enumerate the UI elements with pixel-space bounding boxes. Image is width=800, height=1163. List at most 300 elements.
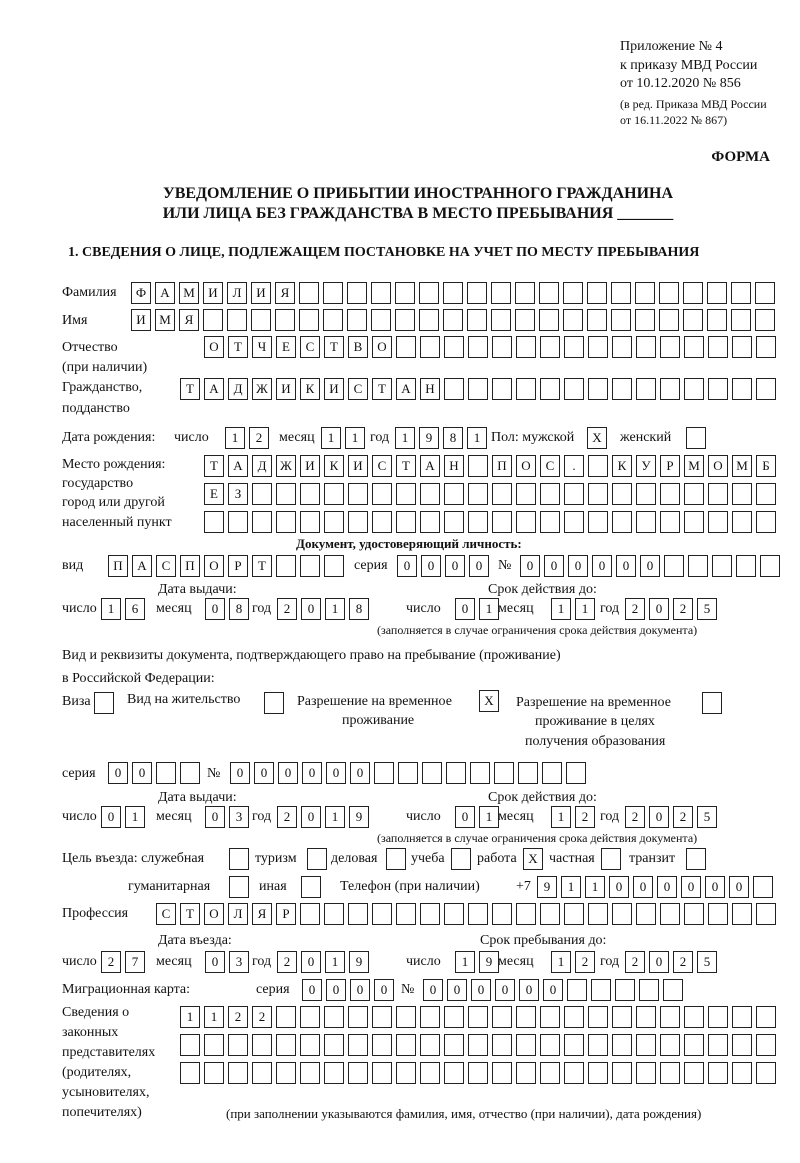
char-box[interactable] <box>516 1062 536 1084</box>
char-box[interactable] <box>229 876 249 898</box>
char-box[interactable]: 0 <box>230 762 250 784</box>
char-box[interactable] <box>660 1062 680 1084</box>
char-box[interactable] <box>468 1034 488 1056</box>
char-box[interactable] <box>540 511 560 533</box>
char-box[interactable]: 0 <box>301 806 321 828</box>
char-box[interactable] <box>664 555 684 577</box>
char-box[interactable] <box>252 483 272 505</box>
char-box[interactable]: С <box>348 378 368 400</box>
char-box[interactable] <box>275 309 295 331</box>
char-box[interactable] <box>660 378 680 400</box>
char-box[interactable] <box>756 1062 776 1084</box>
char-box[interactable]: 8 <box>349 598 369 620</box>
char-box[interactable] <box>539 309 559 331</box>
dob-month-field[interactable] <box>321 427 365 449</box>
char-box[interactable]: X <box>523 848 543 870</box>
char-box[interactable] <box>612 1006 632 1028</box>
char-box[interactable]: 3 <box>229 951 249 973</box>
char-box[interactable] <box>516 336 536 358</box>
char-box[interactable] <box>348 1034 368 1056</box>
char-box[interactable] <box>732 1062 752 1084</box>
rd-valid-month-field[interactable] <box>551 806 595 828</box>
char-box[interactable]: С <box>540 455 560 477</box>
dob-day-field[interactable] <box>225 427 269 449</box>
char-box[interactable]: 0 <box>205 598 225 620</box>
char-box[interactable]: 2 <box>252 1006 272 1028</box>
char-box[interactable]: М <box>684 455 704 477</box>
char-box[interactable] <box>300 511 320 533</box>
char-box[interactable] <box>539 282 559 304</box>
char-box[interactable] <box>398 762 418 784</box>
char-box[interactable] <box>688 555 708 577</box>
purpose-study-checkbox[interactable] <box>451 848 471 870</box>
char-box[interactable]: 1 <box>225 427 245 449</box>
char-box[interactable] <box>324 511 344 533</box>
rd-number-field[interactable] <box>230 762 586 784</box>
char-box[interactable]: 6 <box>125 598 145 620</box>
char-box[interactable] <box>516 378 536 400</box>
char-box[interactable] <box>564 483 584 505</box>
char-box[interactable]: 1 <box>180 1006 200 1028</box>
representatives-field[interactable] <box>180 1006 776 1028</box>
char-box[interactable]: 0 <box>302 762 322 784</box>
patronymic-field[interactable] <box>204 336 776 358</box>
char-box[interactable]: 1 <box>575 598 595 620</box>
char-box[interactable]: О <box>204 555 224 577</box>
char-box[interactable]: Л <box>227 282 247 304</box>
char-box[interactable] <box>492 1034 512 1056</box>
char-box[interactable] <box>612 1034 632 1056</box>
char-box[interactable] <box>204 1062 224 1084</box>
char-box[interactable]: С <box>300 336 320 358</box>
char-box[interactable]: М <box>155 309 175 331</box>
char-box[interactable]: П <box>180 555 200 577</box>
char-box[interactable] <box>371 309 391 331</box>
char-box[interactable]: К <box>612 455 632 477</box>
char-box[interactable]: 2 <box>228 1006 248 1028</box>
char-box[interactable]: А <box>155 282 175 304</box>
char-box[interactable]: Я <box>179 309 199 331</box>
char-box[interactable] <box>635 282 655 304</box>
char-box[interactable] <box>588 378 608 400</box>
char-box[interactable] <box>252 1034 272 1056</box>
char-box[interactable]: 0 <box>301 951 321 973</box>
char-box[interactable] <box>420 483 440 505</box>
char-box[interactable]: 2 <box>673 598 693 620</box>
char-box[interactable]: 0 <box>471 979 491 1001</box>
char-box[interactable]: 0 <box>423 979 443 1001</box>
char-box[interactable]: X <box>587 427 607 449</box>
purpose-other-checkbox[interactable] <box>301 876 321 898</box>
char-box[interactable] <box>228 511 248 533</box>
char-box[interactable] <box>395 282 415 304</box>
char-box[interactable]: 2 <box>277 598 297 620</box>
char-box[interactable] <box>540 483 560 505</box>
id-issue-month-field[interactable] <box>205 598 249 620</box>
char-box[interactable] <box>443 309 463 331</box>
char-box[interactable] <box>732 483 752 505</box>
char-box[interactable]: 9 <box>537 876 557 898</box>
char-box[interactable] <box>347 282 367 304</box>
char-box[interactable]: С <box>156 903 176 925</box>
char-box[interactable] <box>468 378 488 400</box>
char-box[interactable] <box>708 378 728 400</box>
phone-field[interactable] <box>537 876 773 898</box>
id-series-field[interactable] <box>397 555 489 577</box>
purpose-tourism-checkbox[interactable] <box>307 848 327 870</box>
char-box[interactable] <box>348 483 368 505</box>
char-box[interactable]: 0 <box>374 979 394 1001</box>
char-box[interactable]: О <box>204 903 224 925</box>
char-box[interactable]: Я <box>252 903 272 925</box>
char-box[interactable]: А <box>420 455 440 477</box>
char-box[interactable]: А <box>132 555 152 577</box>
char-box[interactable] <box>420 336 440 358</box>
char-box[interactable] <box>564 378 584 400</box>
char-box[interactable] <box>396 336 416 358</box>
char-box[interactable]: 1 <box>561 876 581 898</box>
char-box[interactable]: 1 <box>455 951 475 973</box>
char-box[interactable]: 0 <box>254 762 274 784</box>
char-box[interactable] <box>324 903 344 925</box>
char-box[interactable]: 0 <box>649 598 669 620</box>
mc-series-field[interactable] <box>302 979 394 1001</box>
char-box[interactable]: Л <box>228 903 248 925</box>
char-box[interactable] <box>446 762 466 784</box>
char-box[interactable] <box>276 1034 296 1056</box>
char-box[interactable]: П <box>108 555 128 577</box>
char-box[interactable] <box>468 455 488 477</box>
char-box[interactable] <box>564 903 584 925</box>
char-box[interactable] <box>756 1034 776 1056</box>
char-box[interactable]: 5 <box>697 806 717 828</box>
char-box[interactable]: Т <box>252 555 272 577</box>
char-box[interactable] <box>251 309 271 331</box>
char-box[interactable] <box>300 903 320 925</box>
char-box[interactable] <box>468 1062 488 1084</box>
char-box[interactable]: 2 <box>249 427 269 449</box>
citizenship-field[interactable] <box>180 378 776 400</box>
char-box[interactable]: О <box>708 455 728 477</box>
char-box[interactable]: О <box>204 336 224 358</box>
id-kind-field[interactable] <box>108 555 344 577</box>
char-box[interactable] <box>396 1034 416 1056</box>
char-box[interactable] <box>755 309 775 331</box>
char-box[interactable]: 1 <box>325 951 345 973</box>
purpose-service-checkbox[interactable] <box>229 848 249 870</box>
char-box[interactable]: В <box>348 336 368 358</box>
char-box[interactable] <box>276 1062 296 1084</box>
char-box[interactable]: Б <box>756 455 776 477</box>
char-box[interactable]: 0 <box>101 806 121 828</box>
char-box[interactable] <box>444 1062 464 1084</box>
char-box[interactable] <box>470 762 490 784</box>
char-box[interactable] <box>395 309 415 331</box>
char-box[interactable] <box>756 1006 776 1028</box>
char-box[interactable] <box>587 282 607 304</box>
char-box[interactable]: Р <box>660 455 680 477</box>
char-box[interactable] <box>612 511 632 533</box>
char-box[interactable] <box>756 483 776 505</box>
char-box[interactable]: Ж <box>252 378 272 400</box>
char-box[interactable]: 0 <box>705 876 725 898</box>
char-box[interactable] <box>492 1062 512 1084</box>
char-box[interactable] <box>228 1034 248 1056</box>
sex-male-checkbox[interactable] <box>587 427 607 449</box>
birthplace-field[interactable] <box>204 511 776 533</box>
char-box[interactable] <box>540 903 560 925</box>
char-box[interactable] <box>708 511 728 533</box>
char-box[interactable] <box>180 1062 200 1084</box>
char-box[interactable] <box>684 903 704 925</box>
char-box[interactable] <box>591 979 611 1001</box>
char-box[interactable] <box>372 1062 392 1084</box>
char-box[interactable] <box>760 555 780 577</box>
entry-day-field[interactable] <box>101 951 145 973</box>
char-box[interactable] <box>516 903 536 925</box>
char-box[interactable]: И <box>131 309 151 331</box>
char-box[interactable] <box>348 1062 368 1084</box>
char-box[interactable] <box>444 1006 464 1028</box>
temp-res-edu-checkbox[interactable] <box>702 692 722 714</box>
char-box[interactable] <box>732 378 752 400</box>
char-box[interactable]: 7 <box>125 951 145 973</box>
char-box[interactable]: 2 <box>101 951 121 973</box>
char-box[interactable] <box>372 903 392 925</box>
char-box[interactable]: 0 <box>301 598 321 620</box>
char-box[interactable] <box>300 1062 320 1084</box>
char-box[interactable]: К <box>300 378 320 400</box>
char-box[interactable] <box>563 309 583 331</box>
char-box[interactable]: П <box>492 455 512 477</box>
char-box[interactable] <box>588 903 608 925</box>
char-box[interactable] <box>708 1034 728 1056</box>
representatives-field[interactable] <box>180 1034 776 1056</box>
char-box[interactable] <box>323 309 343 331</box>
id-valid-day-field[interactable] <box>455 598 499 620</box>
char-box[interactable]: 1 <box>321 427 341 449</box>
char-box[interactable] <box>491 309 511 331</box>
char-box[interactable] <box>756 903 776 925</box>
char-box[interactable] <box>468 483 488 505</box>
id-issue-day-field[interactable] <box>101 598 145 620</box>
char-box[interactable]: Е <box>276 336 296 358</box>
char-box[interactable]: 5 <box>697 951 717 973</box>
char-box[interactable] <box>612 1062 632 1084</box>
char-box[interactable]: 1 <box>585 876 605 898</box>
char-box[interactable]: 0 <box>469 555 489 577</box>
char-box[interactable]: З <box>228 483 248 505</box>
char-box[interactable]: О <box>372 336 392 358</box>
char-box[interactable] <box>615 979 635 1001</box>
char-box[interactable] <box>563 282 583 304</box>
char-box[interactable] <box>180 762 200 784</box>
char-box[interactable] <box>307 848 327 870</box>
char-box[interactable] <box>468 903 488 925</box>
dob-year-field[interactable] <box>395 427 487 449</box>
char-box[interactable]: Н <box>420 378 440 400</box>
char-box[interactable]: 0 <box>640 555 660 577</box>
char-box[interactable] <box>420 511 440 533</box>
id-valid-month-field[interactable] <box>551 598 595 620</box>
char-box[interactable] <box>708 483 728 505</box>
char-box[interactable] <box>587 309 607 331</box>
profession-field[interactable] <box>156 903 776 925</box>
id-valid-year-field[interactable] <box>625 598 717 620</box>
char-box[interactable] <box>420 903 440 925</box>
char-box[interactable]: 2 <box>277 951 297 973</box>
char-box[interactable] <box>468 336 488 358</box>
char-box[interactable] <box>636 336 656 358</box>
char-box[interactable] <box>94 692 114 714</box>
char-box[interactable]: 0 <box>455 806 475 828</box>
char-box[interactable] <box>612 483 632 505</box>
char-box[interactable]: 0 <box>445 555 465 577</box>
char-box[interactable]: М <box>732 455 752 477</box>
char-box[interactable] <box>491 282 511 304</box>
char-box[interactable]: 0 <box>544 555 564 577</box>
char-box[interactable] <box>636 483 656 505</box>
char-box[interactable] <box>300 1034 320 1056</box>
char-box[interactable] <box>492 1006 512 1028</box>
char-box[interactable]: И <box>276 378 296 400</box>
char-box[interactable]: 1 <box>345 427 365 449</box>
representatives-field[interactable] <box>180 1062 776 1084</box>
char-box[interactable] <box>707 282 727 304</box>
char-box[interactable]: 1 <box>395 427 415 449</box>
char-box[interactable]: 0 <box>205 806 225 828</box>
char-box[interactable]: 8 <box>229 598 249 620</box>
char-box[interactable] <box>611 309 631 331</box>
char-box[interactable] <box>324 483 344 505</box>
char-box[interactable] <box>324 1006 344 1028</box>
char-box[interactable]: 0 <box>649 806 669 828</box>
char-box[interactable] <box>300 555 320 577</box>
rd-issue-year-field[interactable] <box>277 806 369 828</box>
char-box[interactable] <box>372 511 392 533</box>
char-box[interactable]: 9 <box>479 951 499 973</box>
char-box[interactable]: 0 <box>132 762 152 784</box>
rd-valid-day-field[interactable] <box>455 806 499 828</box>
char-box[interactable]: 0 <box>649 951 669 973</box>
char-box[interactable] <box>708 1006 728 1028</box>
char-box[interactable]: 0 <box>455 598 475 620</box>
char-box[interactable]: 1 <box>551 951 571 973</box>
char-box[interactable] <box>396 1006 416 1028</box>
char-box[interactable] <box>564 511 584 533</box>
char-box[interactable]: 0 <box>421 555 441 577</box>
char-box[interactable]: 0 <box>326 979 346 1001</box>
char-box[interactable] <box>444 511 464 533</box>
char-box[interactable]: 0 <box>657 876 677 898</box>
char-box[interactable] <box>702 692 722 714</box>
char-box[interactable]: Ч <box>252 336 272 358</box>
char-box[interactable] <box>756 378 776 400</box>
char-box[interactable]: И <box>348 455 368 477</box>
purpose-business-checkbox[interactable] <box>386 848 406 870</box>
char-box[interactable]: Т <box>204 455 224 477</box>
char-box[interactable]: И <box>251 282 271 304</box>
char-box[interactable] <box>347 309 367 331</box>
char-box[interactable] <box>588 336 608 358</box>
char-box[interactable] <box>636 1062 656 1084</box>
rd-series-field[interactable] <box>108 762 200 784</box>
char-box[interactable]: А <box>204 378 224 400</box>
char-box[interactable]: Ж <box>276 455 296 477</box>
char-box[interactable] <box>516 1034 536 1056</box>
char-box[interactable]: 1 <box>325 598 345 620</box>
char-box[interactable]: X <box>479 690 499 712</box>
char-box[interactable]: 1 <box>551 806 571 828</box>
char-box[interactable]: 0 <box>205 951 225 973</box>
surname-field[interactable] <box>131 282 775 304</box>
char-box[interactable] <box>639 979 659 1001</box>
char-box[interactable]: Р <box>276 903 296 925</box>
stay-day-field[interactable] <box>455 951 499 973</box>
char-box[interactable]: Т <box>180 903 200 925</box>
char-box[interactable]: А <box>228 455 248 477</box>
char-box[interactable]: 2 <box>575 806 595 828</box>
char-box[interactable] <box>660 1034 680 1056</box>
char-box[interactable] <box>419 309 439 331</box>
char-box[interactable] <box>635 309 655 331</box>
char-box[interactable]: 2 <box>277 806 297 828</box>
char-box[interactable]: 1 <box>325 806 345 828</box>
char-box[interactable] <box>420 1034 440 1056</box>
name-field[interactable] <box>131 309 775 331</box>
char-box[interactable] <box>756 336 776 358</box>
char-box[interactable] <box>684 483 704 505</box>
char-box[interactable]: 0 <box>397 555 417 577</box>
char-box[interactable] <box>348 511 368 533</box>
char-box[interactable] <box>467 309 487 331</box>
purpose-work-checkbox[interactable] <box>523 848 543 870</box>
char-box[interactable] <box>156 762 176 784</box>
char-box[interactable] <box>467 282 487 304</box>
char-box[interactable] <box>396 511 416 533</box>
char-box[interactable]: 2 <box>673 951 693 973</box>
char-box[interactable]: 0 <box>520 555 540 577</box>
char-box[interactable] <box>712 555 732 577</box>
char-box[interactable] <box>540 378 560 400</box>
char-box[interactable] <box>684 1006 704 1028</box>
char-box[interactable]: 0 <box>447 979 467 1001</box>
char-box[interactable] <box>323 282 343 304</box>
char-box[interactable] <box>612 336 632 358</box>
char-box[interactable] <box>229 848 249 870</box>
rd-issue-month-field[interactable] <box>205 806 249 828</box>
char-box[interactable] <box>492 483 512 505</box>
char-box[interactable] <box>348 903 368 925</box>
id-issue-year-field[interactable] <box>277 598 369 620</box>
char-box[interactable] <box>732 1006 752 1028</box>
char-box[interactable] <box>494 762 514 784</box>
char-box[interactable] <box>540 336 560 358</box>
mc-number-field[interactable] <box>423 979 683 1001</box>
char-box[interactable] <box>660 336 680 358</box>
purpose-humanitarian-checkbox[interactable] <box>229 876 249 898</box>
char-box[interactable]: Я <box>275 282 295 304</box>
sex-female-checkbox[interactable] <box>686 427 706 449</box>
char-box[interactable]: 0 <box>302 979 322 1001</box>
char-box[interactable]: Т <box>180 378 200 400</box>
char-box[interactable] <box>564 1034 584 1056</box>
char-box[interactable] <box>542 762 562 784</box>
char-box[interactable] <box>564 336 584 358</box>
char-box[interactable] <box>566 762 586 784</box>
char-box[interactable] <box>756 511 776 533</box>
char-box[interactable] <box>299 282 319 304</box>
